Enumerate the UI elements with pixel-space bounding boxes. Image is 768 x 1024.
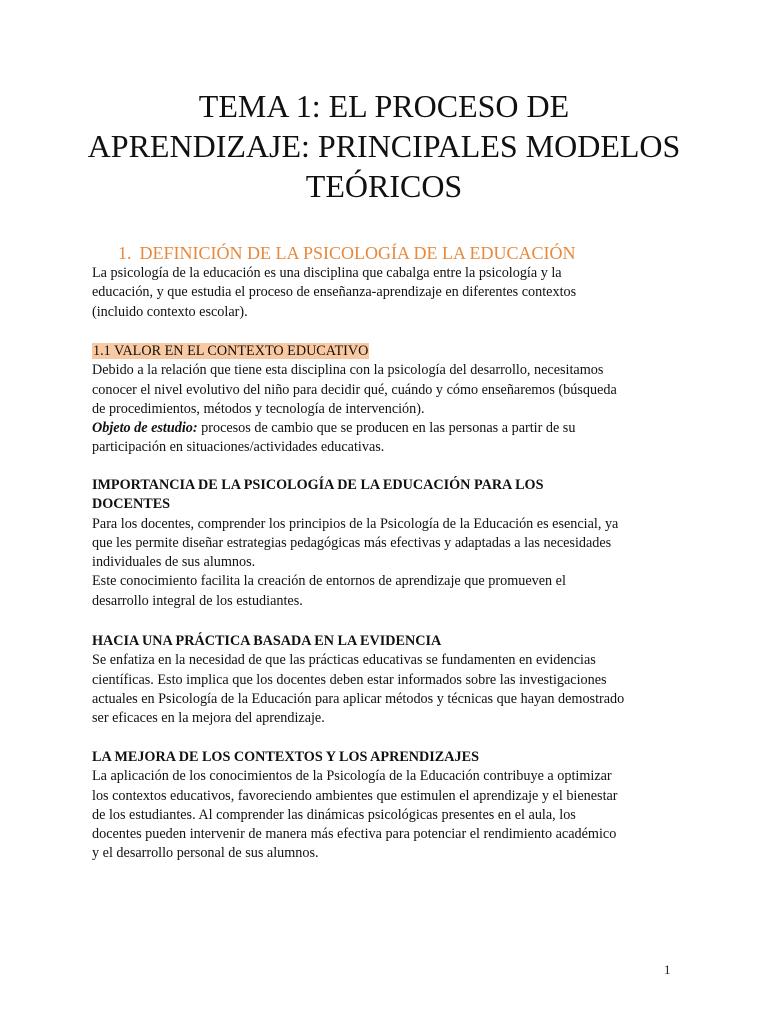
paragraph-line: que les permite diseñar estrategias pedagógicas más efectivas y adaptadas a las necesidades bbox=[92, 534, 612, 551]
section-number: 1. bbox=[118, 243, 132, 263]
paragraph-line: Para los docentes, comprender los principios de la Psicología de la Educación es esencial, ya bbox=[92, 515, 619, 532]
object-of-study-label: Objeto de estudio: bbox=[92, 420, 198, 437]
document-title bbox=[40, 86, 728, 206]
paragraph-line: actuales en Psicología de la Educación para aplicar métodos y técnicas que hayan demostrado bbox=[92, 690, 625, 707]
paragraph-line: Se enfatiza en la necesidad de que las prácticas educativas se fundamenten en evidencias bbox=[92, 652, 596, 669]
object-of-study-line bbox=[92, 419, 692, 438]
paragraph-line: de procedimientos, métodos y tecnología de intervención). bbox=[92, 400, 425, 417]
subsection-valor bbox=[92, 342, 692, 458]
paragraph-line: y el desarrollo personal de sus alumnos. bbox=[92, 845, 319, 862]
object-of-study-text: procesos de cambio que se producen en las personas a partir de su bbox=[197, 420, 576, 437]
importancia-heading: DOCENTES bbox=[92, 496, 171, 513]
paragraph-line: educación, y que estudia el proceso de enseñanza-aprendizaje en diferentes contextos bbox=[92, 284, 577, 301]
section-intro bbox=[92, 264, 692, 322]
mejora-heading: LA MEJORA DE LOS CONTEXTOS Y LOS APRENDIZAJES bbox=[92, 749, 479, 765]
paragraph-line: Debido a la relación que tiene esta disciplina con la psicología del desarrollo, necesitamos bbox=[92, 362, 604, 379]
importancia-heading: IMPORTANCIA DE LA PSICOLOGÍA DE LA EDUCACIÓN PARA LOS bbox=[92, 477, 544, 493]
paragraph-line: los contextos educativos, favoreciendo ambientes que estimulen el aprendizaje y el bienestar bbox=[92, 787, 618, 804]
paragraph-line: conocer el nivel evolutivo del niño para decidir qué, cuándo y cómo enseñaremos (búsqueda bbox=[92, 381, 617, 398]
practica-heading: HACIA UNA PRÁCTICA BASADA EN LA EVIDENCIA bbox=[92, 633, 442, 649]
paragraph-line: científicas. Esto implica que los docentes deben estar informados sobre las investigaciones bbox=[92, 671, 607, 688]
paragraph-line: La aplicación de los conocimientos de la Psicología de la Educación contribuye a optimizar bbox=[92, 768, 612, 785]
paragraph-line: (incluido contexto escolar). bbox=[92, 303, 248, 320]
paragraph-line: La psicología de la educación es una disciplina que cabalga entre la psicología y la bbox=[92, 265, 562, 281]
subsection-heading: 1.1 VALOR EN EL CONTEXTO EDUCATIVO bbox=[93, 343, 369, 359]
title-line: TEÓRICOS bbox=[305, 168, 463, 204]
paragraph-line: desarrollo integral de los estudiantes. bbox=[92, 592, 303, 609]
page-number: 1 bbox=[664, 962, 671, 977]
paragraph-line: individuales de sus alumnos. bbox=[92, 554, 256, 571]
paragraph-line: Este conocimiento facilita la creación de entornos de aprendizaje que promueven el bbox=[92, 573, 566, 590]
paragraph-line: docentes pueden intervenir de manera más efectiva para potenciar el rendimiento académico bbox=[92, 826, 617, 843]
paragraph-line: ser eficaces en la mejora del aprendizaje. bbox=[92, 710, 325, 727]
importancia-section bbox=[92, 476, 692, 611]
paragraph-line: participación en situaciones/actividades educativas. bbox=[92, 439, 385, 456]
title-line: TEMA 1: EL PROCESO DE bbox=[198, 88, 570, 124]
title-line: APRENDIZAJE: PRINCIPALES MODELOS bbox=[87, 128, 681, 164]
paragraph-line: de los estudiantes. Al comprender las dinámicas psicológicas presentes en el aula, los bbox=[92, 806, 576, 823]
section-heading bbox=[118, 242, 576, 264]
practica-section bbox=[92, 632, 692, 728]
mejora-section bbox=[92, 748, 692, 864]
section-heading-text: DEFINICIÓN DE LA PSICOLOGÍA DE LA EDUCACIÓN bbox=[139, 243, 576, 263]
